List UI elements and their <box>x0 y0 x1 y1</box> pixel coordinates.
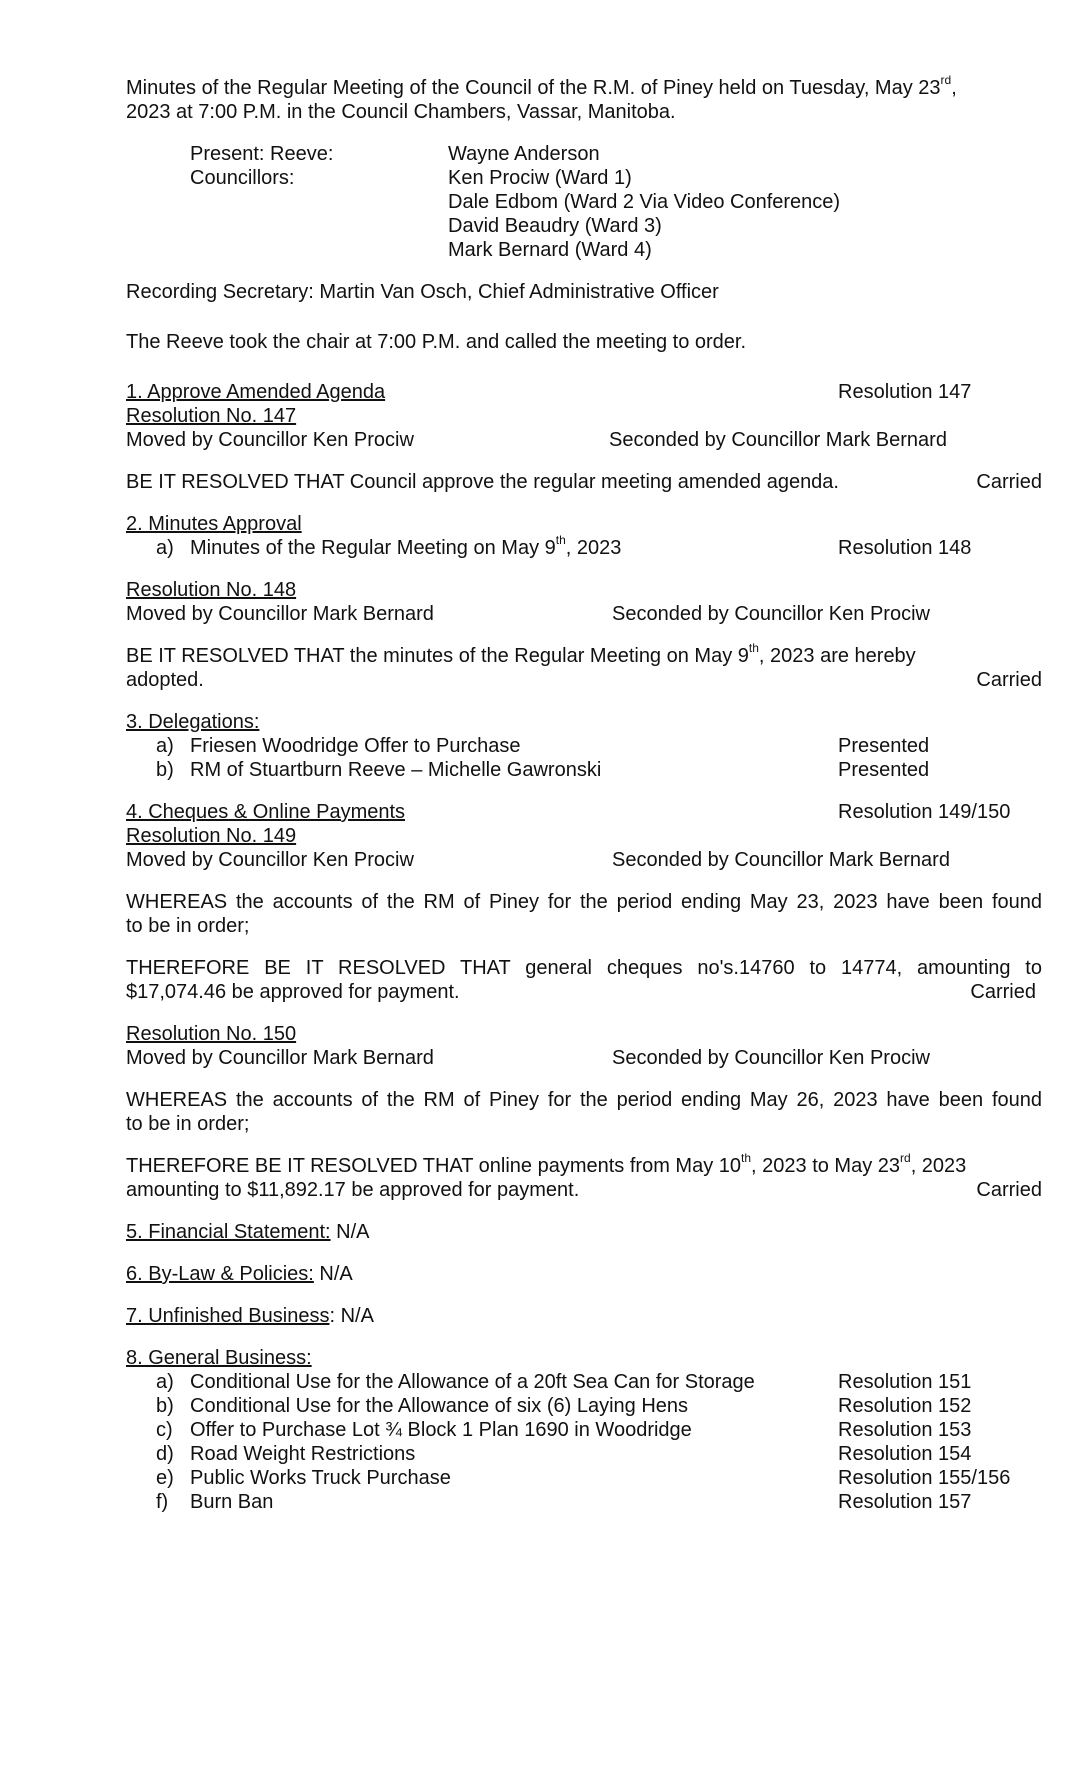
section-2-resolution-ref: Resolution 148 <box>838 537 972 559</box>
carried-status: Carried <box>976 471 1042 493</box>
resolution-147-number: Resolution No. 147 <box>126 405 297 427</box>
section-6-heading: 6. By-Law & Policies: <box>126 1263 314 1285</box>
general-business-item: e) Public Works Truck Purchase Resolution 155/156 <box>156 1467 1011 1489</box>
carried-status: Carried <box>976 1179 1042 1201</box>
moved-by: Moved by Councillor Mark Bernard <box>126 1047 434 1069</box>
seconded-by: Seconded by Councillor Ken Prociw <box>612 1047 930 1069</box>
seconded-by: Seconded by Councillor Mark Bernard <box>612 849 950 871</box>
section-5: 5. Financial Statement: N/A <box>126 1221 370 1243</box>
resolution-150-therefore-2: amounting to $11,892.17 be approved for payment. Carried <box>126 1179 1042 1201</box>
resolution-148-movers <box>126 602 1042 626</box>
section-1-heading: 1. Approve Amended Agenda <box>126 381 386 403</box>
intro-line-2: 2023 at 7:00 P.M. in the Council Chambers, Vassar, Manitoba. <box>126 101 676 123</box>
section-2-heading: 2. Minutes Approval <box>126 513 302 535</box>
section-4-header <box>126 800 1042 824</box>
resolution-150-whereas-1: WHEREAS the accounts of the RM of Piney for the period ending May 26, 2023 have been found <box>126 1089 1042 1111</box>
presented-status: Presented <box>838 735 930 757</box>
delegation-item: a) Friesen Woodridge Offer to Purchase Presented <box>156 735 930 757</box>
general-business-item: c) Offer to Purchase Lot ¾ Block 1 Plan 1690 in Woodridge Resolution 153 <box>156 1419 972 1441</box>
resolution-148-text-2: adopted. Carried <box>126 669 1042 691</box>
resolution-ref: Resolution 157 <box>838 1491 972 1513</box>
section-4-heading: 4. Cheques & Online Payments <box>126 801 406 823</box>
section-5-heading: 5. Financial Statement: <box>126 1221 331 1243</box>
general-business-item: d) Road Weight Restrictions Resolution 154 <box>156 1443 972 1465</box>
intro-line-1: Minutes of the Regular Meeting of the Council of the R.M. of Piney held on Tuesday, May 23rd, <box>126 73 957 99</box>
councillors-label: Councillors: <box>190 167 295 189</box>
resolution-150-number: Resolution No. 150 <box>126 1023 297 1045</box>
resolution-150-therefore-1: THEREFORE BE IT RESOLVED THAT online payments from May 10th, 2023 to May 23rd, 2023 <box>126 1151 967 1177</box>
resolution-149-number: Resolution No. 149 <box>126 825 297 847</box>
resolution-149-whereas-2: to be in order; <box>126 915 250 937</box>
attendance-councillor-2 <box>126 190 1042 214</box>
resolution-ref: Resolution 153 <box>838 1419 972 1441</box>
call-to-order: The Reeve took the chair at 7:00 P.M. and called the meeting to order. <box>126 331 747 353</box>
carried-status: Carried <box>976 669 1042 691</box>
councillor-name: Mark Bernard (Ward 4) <box>448 239 652 261</box>
presented-status: Presented <box>838 759 930 781</box>
seconded-by: Seconded by Councillor Mark Bernard <box>609 429 947 451</box>
general-business-item: a) Conditional Use for the Allowance of a 20ft Sea Can for Storage Resolution 151 <box>156 1371 972 1393</box>
resolution-148-number: Resolution No. 148 <box>126 579 297 601</box>
attendance-councillor-3 <box>126 214 1042 238</box>
reeve-label: Present: Reeve: <box>190 143 334 165</box>
resolution-ref: Resolution 154 <box>838 1443 972 1465</box>
resolution-148-text-1: BE IT RESOLVED THAT the minutes of the Regular Meeting on May 9th, 2023 are hereby <box>126 641 916 667</box>
section-2-item-a: a) Minutes of the Regular Meeting on May 9th, 2023 Resolution 148 <box>156 533 972 559</box>
resolution-150-whereas-2: to be in order; <box>126 1113 250 1135</box>
attendance-councillor-4 <box>126 238 1042 262</box>
resolution-149-therefore-1: THEREFORE BE IT RESOLVED THAT general cheques no's.14760 to 14774, amounting to <box>126 957 1042 979</box>
resolution-149-movers <box>126 848 1042 872</box>
section-7-heading: 7. Unfinished Business <box>126 1305 330 1327</box>
section-7: 7. Unfinished Business: N/A <box>126 1305 374 1327</box>
section-8-heading: 8. General Business: <box>126 1347 312 1369</box>
recording-secretary: Recording Secretary: Martin Van Osch, Chief Administrative Officer <box>126 281 719 303</box>
resolution-150-movers <box>126 1046 1042 1070</box>
moved-by: Moved by Councillor Mark Bernard <box>126 603 434 625</box>
resolution-ref: Resolution 155/156 <box>838 1467 1011 1489</box>
resolution-ref: Resolution 151 <box>838 1371 972 1393</box>
general-business-item: f) Burn Ban Resolution 157 <box>156 1491 972 1513</box>
resolution-149-therefore-2: $17,074.46 be approved for payment. Carried <box>126 981 1036 1003</box>
attendance-reeve <box>126 142 1042 166</box>
section-4-resolution-ref: Resolution 149/150 <box>838 801 1011 823</box>
resolution-147-movers <box>126 428 1042 452</box>
section-3-heading: 3. Delegations: <box>126 711 260 733</box>
moved-by: Moved by Councillor Ken Prociw <box>126 849 414 871</box>
resolution-147-text: BE IT RESOLVED THAT Council approve the regular meeting amended agenda. Carried <box>126 471 1042 493</box>
carried-status: Carried <box>970 981 1036 1003</box>
minutes-document <box>126 73 1042 1514</box>
attendance-councillor-1 <box>126 166 1042 190</box>
section-1-resolution-ref: Resolution 147 <box>838 381 972 403</box>
section-6: 6. By-Law & Policies: N/A <box>126 1263 353 1285</box>
resolution-ref: Resolution 152 <box>838 1395 972 1417</box>
seconded-by: Seconded by Councillor Ken Prociw <box>612 603 930 625</box>
councillor-name: Ken Prociw (Ward 1) <box>448 167 632 189</box>
resolution-149-whereas-1: WHEREAS the accounts of the RM of Piney for the period ending May 23, 2023 have been found <box>126 891 1042 913</box>
delegation-item: b) RM of Stuartburn Reeve – Michelle Gawronski Presented <box>156 759 930 781</box>
councillor-name: David Beaudry (Ward 3) <box>448 215 662 237</box>
section-1-header <box>126 380 1042 404</box>
general-business-item: b) Conditional Use for the Allowance of six (6) Laying Hens Resolution 152 <box>156 1395 972 1417</box>
reeve-name: Wayne Anderson <box>448 143 600 165</box>
moved-by: Moved by Councillor Ken Prociw <box>126 429 414 451</box>
councillor-name: Dale Edbom (Ward 2 Via Video Conference) <box>448 191 841 213</box>
